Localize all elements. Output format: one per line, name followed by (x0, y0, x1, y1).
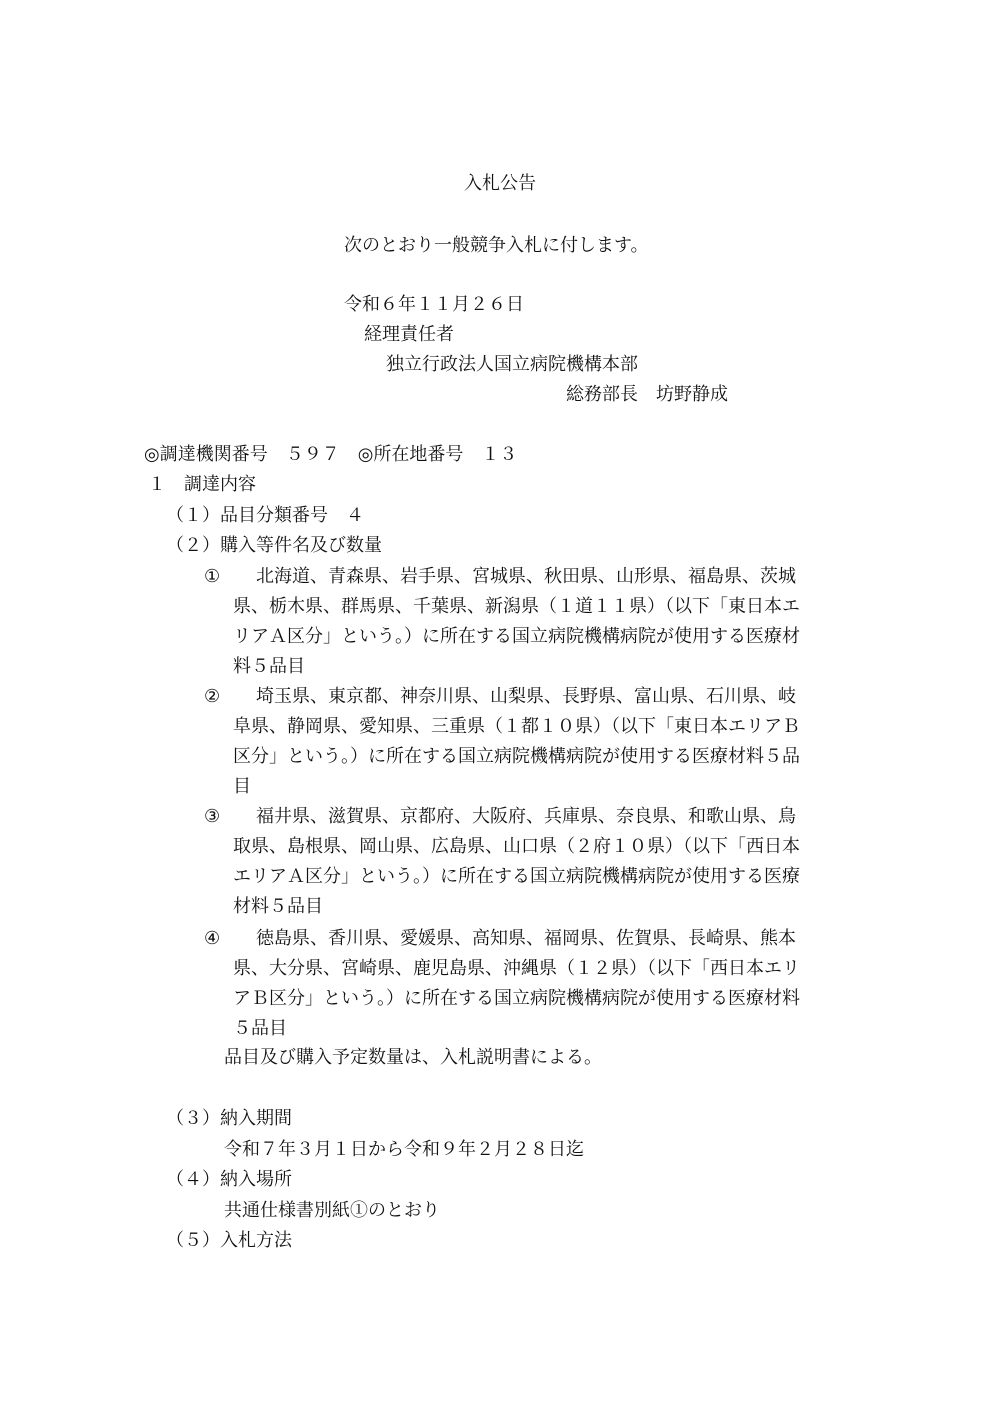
entry-marker-4: ④ (204, 928, 221, 949)
intro-text: 次のとおり一般競争入札に付します。 (344, 235, 649, 256)
entry-4-line-1: 徳島県、香川県、愛媛県、高知県、福岡県、佐賀県、長崎県、熊本 (256, 928, 796, 949)
entry-3-line-1: 福井県、滋賀県、京都府、大阪府、兵庫県、奈良県、和歌山県、鳥 (256, 806, 796, 827)
officer-name: 総務部長 坊野静成 (566, 384, 728, 405)
entry-marker-2: ② (204, 686, 221, 707)
procurement-codes: ◎調達機関番号 ５９７ ◎所在地番号 １３ (144, 444, 518, 465)
entry-2-line-1: 埼玉県、東京都、神奈川県、山梨県、長野県、富山県、石川県、岐 (256, 686, 796, 707)
entry-marker-1: ① (204, 566, 221, 587)
delivery-place: 共通仕様書別紙①のとおり (224, 1200, 440, 1221)
entry-3-line-2: 取県、島根県、岡山県、広島県、山口県（２府１０県）（以下「西日本 (233, 836, 800, 857)
entry-2-line-2: 阜県、静岡県、愛知県、三重県（１都１０県）（以下「東日本エリアＢ (233, 716, 800, 737)
quantity-note: 品目及び購入予定数量は、入札説明書による。 (224, 1047, 602, 1068)
entry-1-line-1: 北海道、青森県、岩手県、宮城県、秋田県、山形県、福島県、茨城 (256, 566, 796, 587)
item-heading-1: （１）品目分類番号 ４ (166, 505, 364, 526)
officer-title: 経理責任者 (364, 324, 454, 345)
item-heading-2: （２）購入等件名及び数量 (166, 535, 382, 556)
entry-marker-3: ③ (204, 806, 221, 827)
page-title: 入札公告 (464, 173, 536, 194)
entry-3-line-4: 材料５品目 (233, 896, 323, 917)
entry-1-line-2: 県、栃木県、群馬県、千葉県、新潟県（１道１１県）（以下「東日本エ (233, 596, 800, 617)
delivery-period: 令和７年３月１日から令和９年２月２８日迄 (224, 1139, 584, 1160)
entry-4-line-3: アＢ区分」という。）に所在する国立病院機構病院が使用する医療材料 (233, 988, 800, 1009)
entry-1-line-3: リアＡ区分」という。）に所在する国立病院機構病院が使用する医療材 (233, 626, 800, 647)
item-heading-5: （５）入札方法 (166, 1230, 292, 1251)
section-heading: １ 調達内容 (148, 474, 256, 495)
entry-4-line-2: 県、大分県、宮崎県、鹿児島県、沖縄県（１２県）（以下「西日本エリ (233, 958, 800, 979)
entry-4-line-4: ５品目 (233, 1018, 287, 1039)
entry-2-line-4: 目 (233, 776, 251, 797)
entry-2-line-3: 区分」という。）に所在する国立病院機構病院が使用する医療材料５品 (233, 746, 800, 767)
entry-1-line-4: 料５品目 (233, 656, 305, 677)
item-heading-3: （３）納入期間 (166, 1108, 292, 1129)
notice-date: 令和６年１１月２６日 (344, 294, 524, 315)
organization-name: 独立行政法人国立病院機構本部 (386, 354, 638, 375)
item-heading-4: （４）納入場所 (166, 1169, 292, 1190)
entry-3-line-3: エリアＡ区分」という。）に所在する国立病院機構病院が使用する医療 (233, 866, 800, 887)
